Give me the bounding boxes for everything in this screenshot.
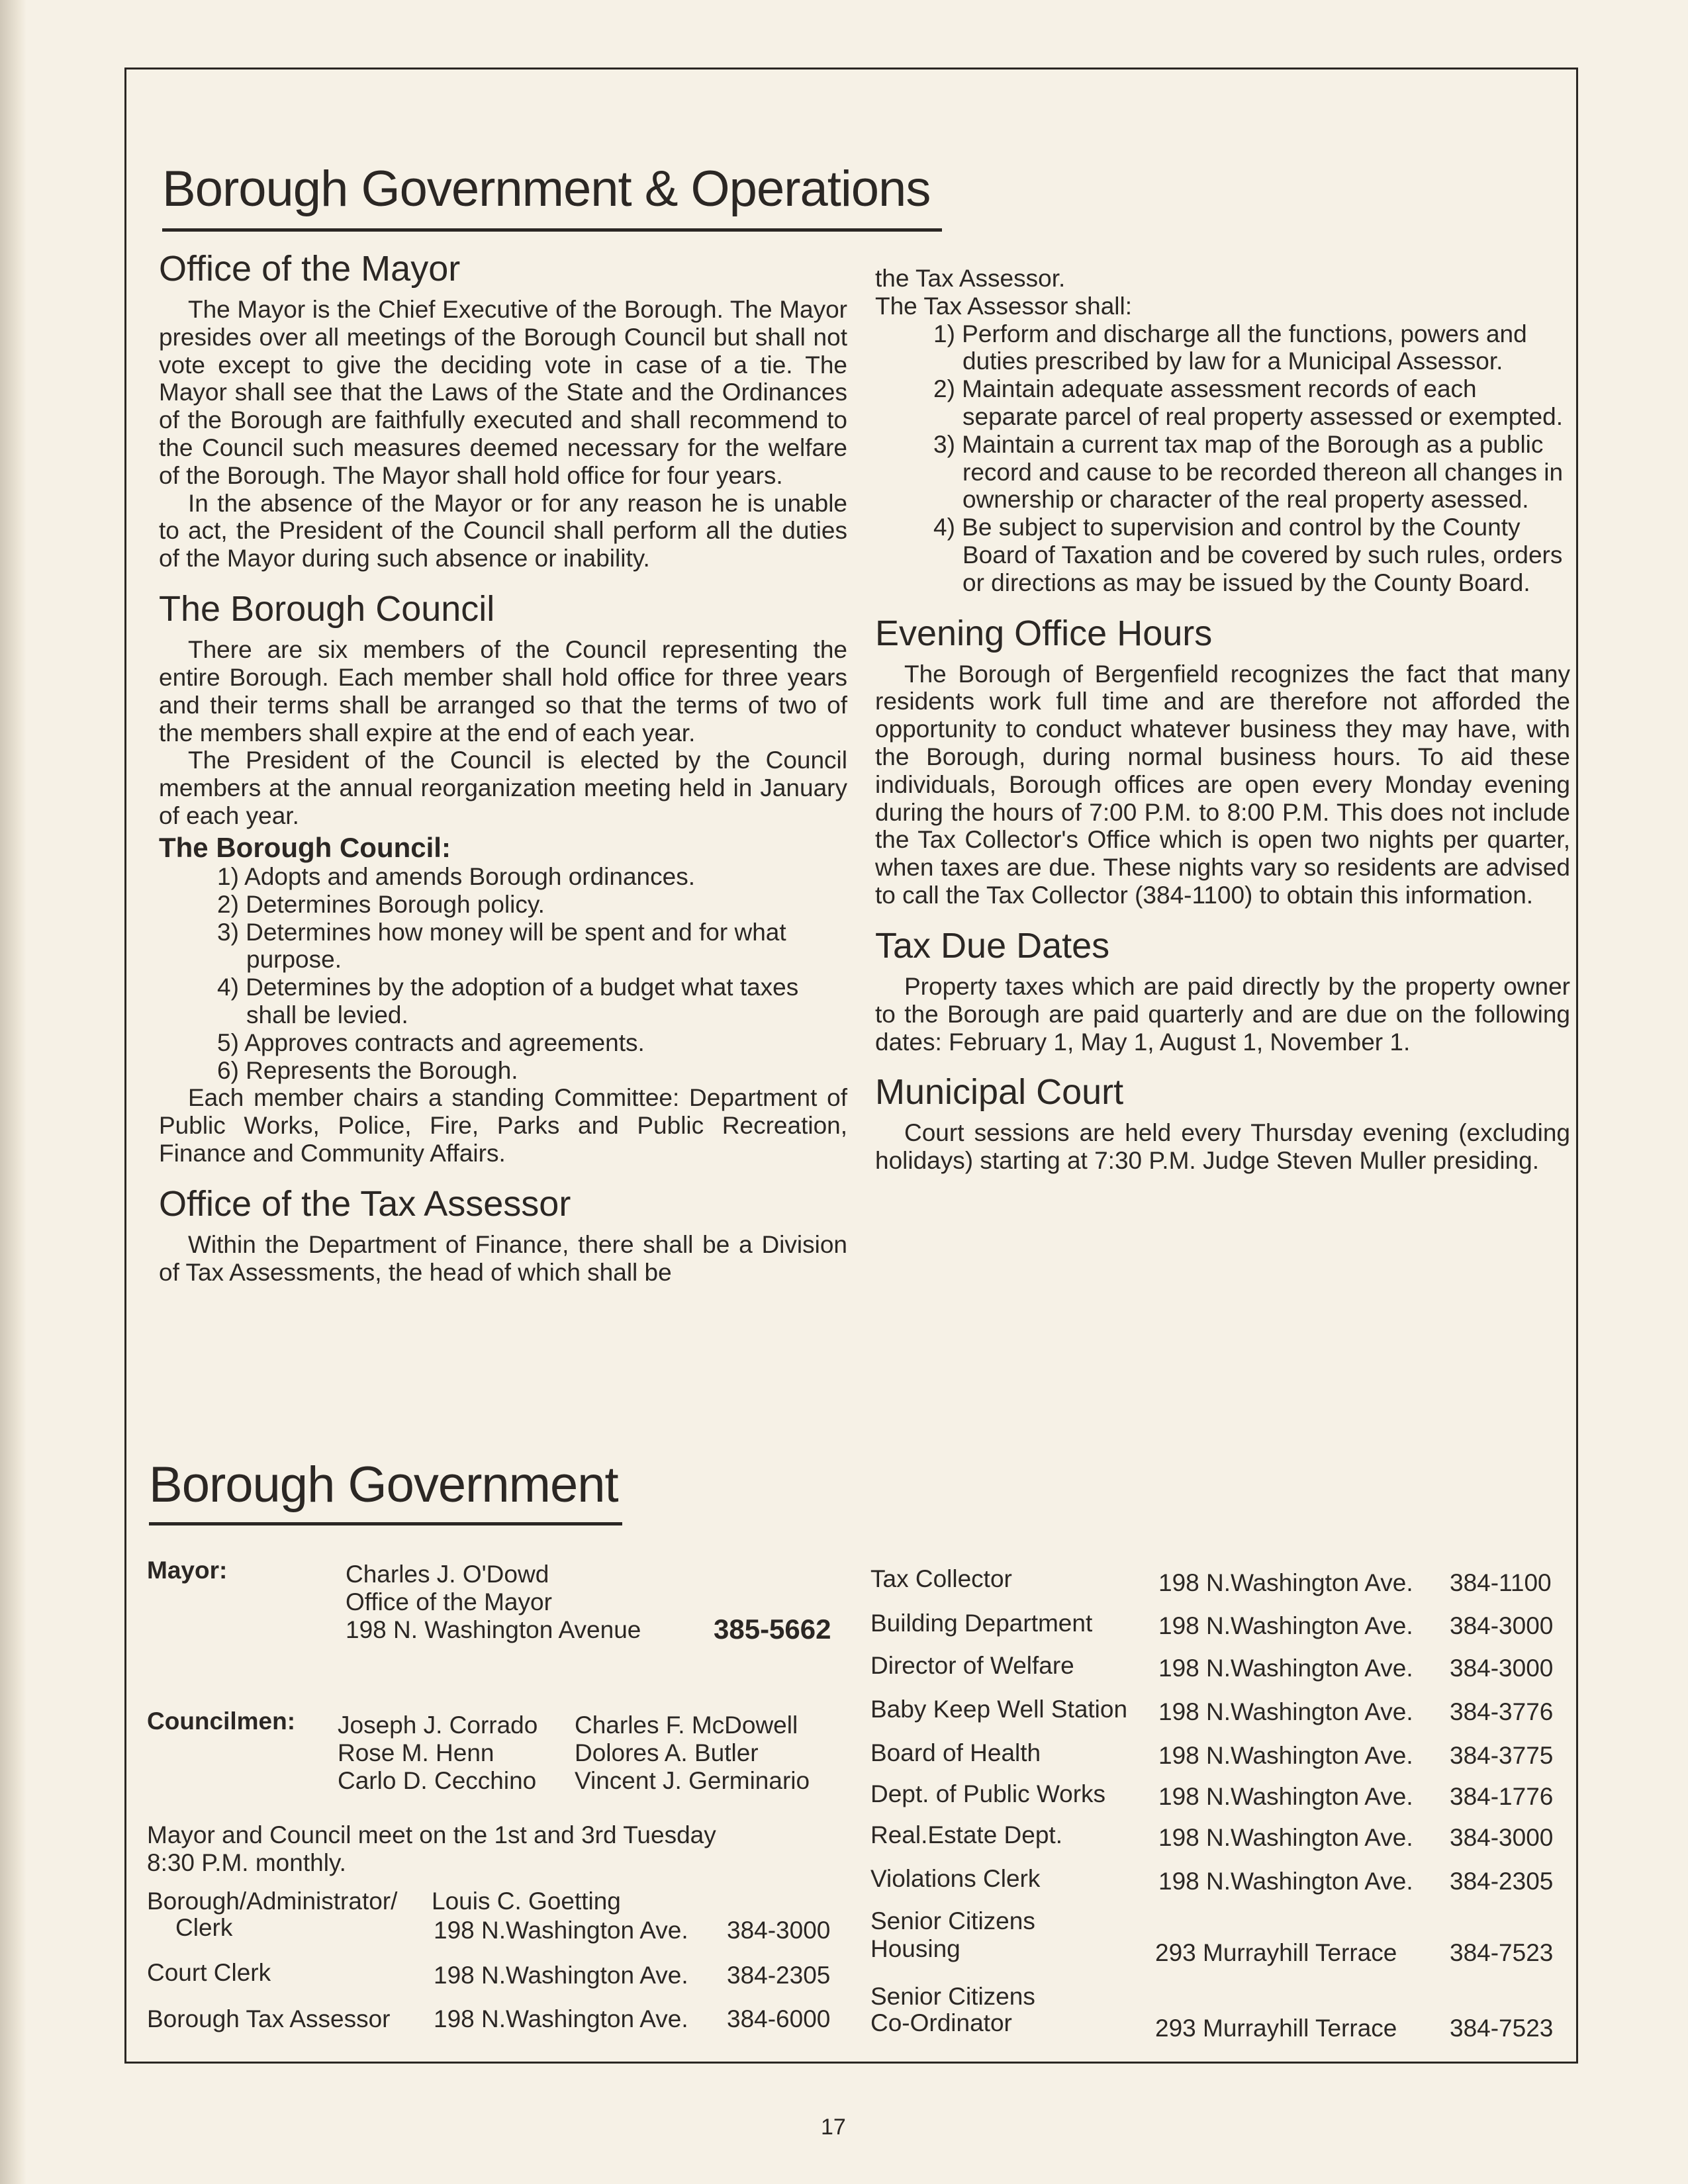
taxdue-paragraph: Property taxes which are paid directly by the property owner to the Borough are paid quarterly and are due on the following dates: February 1, May 1, August 1, November 1. <box>875 972 1570 1056</box>
list-item: 6) Represents the Borough. <box>217 1056 518 1084</box>
list-item: 1) Perform and discharge all the functions, powers and duties prescribed by law for a Municipal Assessor. <box>933 320 1527 375</box>
department-phone: 384-3000 <box>1450 1612 1554 1639</box>
department-name: Director of Welfare <box>870 1652 1074 1679</box>
council-duties-list <box>159 863 847 1084</box>
council-paragraph-1: There are six members of the Council representing the entire Borough. Each member shall hold office for three years and their terms shall be arranged so that the terms of two of the members shall expire at the end of each year. <box>159 636 847 747</box>
senior-coordinator-label: Senior Citizens <box>870 1983 1035 2010</box>
administrator-address: 198 N.Washington Ave. <box>434 1917 688 1944</box>
department-address: 198 N.Washington Ave. <box>1158 1742 1413 1769</box>
mayor-address: 198 N. Washington Avenue <box>346 1616 641 1643</box>
heading-office-of-mayor: Office of the Mayor <box>159 249 461 289</box>
department-name: Building Department <box>870 1610 1093 1637</box>
department-address: 198 N.Washington Ave. <box>1158 1655 1413 1682</box>
senior-coordinator-label: Co-Ordinator <box>870 2009 1012 2036</box>
list-item: 1) Adopts and amends Borough ordinances. <box>217 862 695 890</box>
senior-coordinator-address: 293 Murrayhill Terrace <box>1155 2015 1397 2042</box>
department-phone: 384-3000 <box>1450 1824 1554 1851</box>
list-item: 3) Maintain a current tax map of the Borough as a public record and cause to be recorded thereon all changes in ownership or character of the real property asessed. <box>933 430 1564 514</box>
department-phone: 384-3775 <box>1450 1742 1554 1769</box>
section-title-government: Borough Government <box>149 1457 618 1513</box>
department-address: 198 N.Washington Ave. <box>1158 1783 1413 1810</box>
council-paragraph-2: The President of the Council is elected by the Council members at the annual reorganization meeting held in January of each year. <box>159 747 847 829</box>
department-name: Tax Collector <box>870 1565 1012 1592</box>
council-paragraph-3: Each member chairs a standing Committee: Department of Public Works, Police, Fire, Parks and Public Recreation, Finance and Community Affairs. <box>159 1084 847 1167</box>
assessor-continued: the Tax Assessor. <box>875 265 1066 292</box>
evening-paragraph: The Borough of Bergenfield recognizes the fact that many residents work full time and are therefore not afforded the opportunity to conduct whatever business they may have, with the Borough, during normal business hours. To aid these individuals, Borough offices are open every Monday evening during the hours of 7:00 P.M. to 8:00 P.M. This does not include the Tax Collector's Office which is open two nights per quarter, when taxes are due. These nights vary so residents are advised to call the Tax Collector (384-1100) to obtain this information. <box>875 660 1570 909</box>
mayor-paragraph-2: In the absence of the Mayor or for any reason he is unable to act, the President of the Council shall perform all the duties of the Mayor during such absence or inability. <box>159 489 847 572</box>
department-name: Baby Keep Well Station <box>870 1696 1128 1723</box>
court-clerk-label: Court Clerk <box>147 1959 271 1986</box>
page-gutter-shadow <box>0 0 26 2184</box>
heading-evening-office-hours: Evening Office Hours <box>875 613 1213 653</box>
council-duties-heading: The Borough Council: <box>159 831 451 863</box>
mayor-label: Mayor: <box>147 1557 228 1584</box>
councilman-name: Charles F. McDowell <box>575 1711 798 1739</box>
assessor-duties-list <box>875 320 1570 597</box>
department-address: 198 N.Washington Ave. <box>1158 1868 1413 1895</box>
mayor-phone: 385-5662 <box>714 1614 831 1645</box>
heading-tax-due-dates: Tax Due Dates <box>875 925 1110 966</box>
tax-assessor-address: 198 N.Washington Ave. <box>434 2005 688 2032</box>
councilman-name: Dolores A. Butler <box>575 1739 759 1766</box>
meeting-info-line1: Mayor and Council meet on the 1st and 3rd Tuesday <box>147 1821 716 1848</box>
title-underline <box>162 228 942 232</box>
left-column <box>159 248 847 1286</box>
list-item: 5) Approves contracts and agreements. <box>217 1028 645 1056</box>
court-clerk-address: 198 N.Washington Ave. <box>434 1962 688 1989</box>
assessor-paragraph-1: Within the Department of Finance, there shall be a Division of Tax Assessments, the head of which shall be <box>159 1230 847 1286</box>
department-address: 198 N.Washington Ave. <box>1158 1698 1413 1725</box>
page-number: 17 <box>821 2115 846 2140</box>
department-phone: 384-1776 <box>1450 1783 1554 1810</box>
list-item: 3) Determines how money will be spent and for what purpose. <box>217 918 786 974</box>
assessor-intro: The Tax Assessor shall: <box>875 292 1132 320</box>
department-phone: 384-3000 <box>1450 1655 1554 1682</box>
administrator-name: Louis C. Goetting <box>432 1888 621 1915</box>
list-item: 4) Be subject to supervision and control by the County Board of Taxation and be covered by such rules, orders or directions as may be issued by the County Board. <box>933 514 1563 596</box>
tax-assessor-phone: 384-6000 <box>727 2005 831 2032</box>
meeting-info-line2: 8:30 P.M. monthly. <box>147 1849 346 1876</box>
list-item: 2) Maintain adequate assessment records of each separate parcel of real property assessed or exempted. <box>933 375 1563 430</box>
councilman-name: Carlo D. Cecchino <box>338 1767 537 1794</box>
senior-housing-label: Senior Citizens <box>870 1907 1035 1934</box>
administrator-phone: 384-3000 <box>727 1917 831 1944</box>
senior-housing-address: 293 Murrayhill Terrace <box>1155 1939 1397 1966</box>
department-name: Dept. of Public Works <box>870 1780 1106 1807</box>
section-title-operations: Borough Government & Operations <box>162 161 931 217</box>
mayor-paragraph-1: The Mayor is the Chief Executive of the Borough. The Mayor presides over all meetings of the Borough Council but shall not vote except to give the deciding vote in case of a tie. The Mayor shall see that the Laws of the State and the Ordinances of the Borough are faithfully executed and shall recommend to the Council such measures deemed necessary for the welfare of the Borough. The Mayor shall hold office for four years. <box>159 296 847 489</box>
administrator-label: Borough/Administrator/ <box>147 1888 398 1915</box>
court-clerk-phone: 384-2305 <box>727 1962 831 1989</box>
list-item: 4) Determines by the adoption of a budget what taxes shall be levied. <box>217 974 799 1028</box>
heading-tax-assessor: Office of the Tax Assessor <box>159 1183 571 1224</box>
right-column <box>875 265 1570 1175</box>
list-item: 2) Determines Borough policy. <box>217 890 545 918</box>
councilmen-label: Councilmen: <box>147 1707 296 1735</box>
administrator-label-clerk: Clerk <box>175 1914 233 1941</box>
department-name: Real.Estate Dept. <box>870 1821 1062 1848</box>
heading-borough-council: The Borough Council <box>159 589 495 629</box>
title-underline <box>149 1522 622 1525</box>
tax-assessor-label: Borough Tax Assessor <box>147 2005 391 2032</box>
senior-coordinator-phone: 384-7523 <box>1450 2015 1554 2042</box>
heading-municipal-court: Municipal Court <box>875 1072 1124 1113</box>
department-address: 198 N.Washington Ave. <box>1158 1824 1413 1851</box>
councilman-name: Rose M. Henn <box>338 1739 494 1766</box>
mayor-name: Charles J. O'Dowd <box>346 1561 549 1588</box>
councilman-name: Joseph J. Corrado <box>338 1711 538 1739</box>
department-address: 198 N.Washington Ave. <box>1158 1612 1413 1639</box>
senior-housing-phone: 384-7523 <box>1450 1939 1554 1966</box>
court-paragraph: Court sessions are held every Thursday evening (excluding holidays) starting at 7:30 P.M. Judge Steven Muller presiding. <box>875 1119 1570 1175</box>
senior-housing-label: Housing <box>870 1935 961 1962</box>
department-name: Violations Clerk <box>870 1865 1041 1892</box>
department-phone: 384-1100 <box>1450 1569 1552 1596</box>
department-address: 198 N.Washington Ave. <box>1158 1569 1413 1596</box>
department-phone: 384-2305 <box>1450 1868 1554 1895</box>
department-name: Board of Health <box>870 1739 1041 1766</box>
councilman-name: Vincent J. Germinario <box>575 1767 810 1794</box>
department-phone: 384-3776 <box>1450 1698 1554 1725</box>
mayor-office: Office of the Mayor <box>346 1588 552 1615</box>
